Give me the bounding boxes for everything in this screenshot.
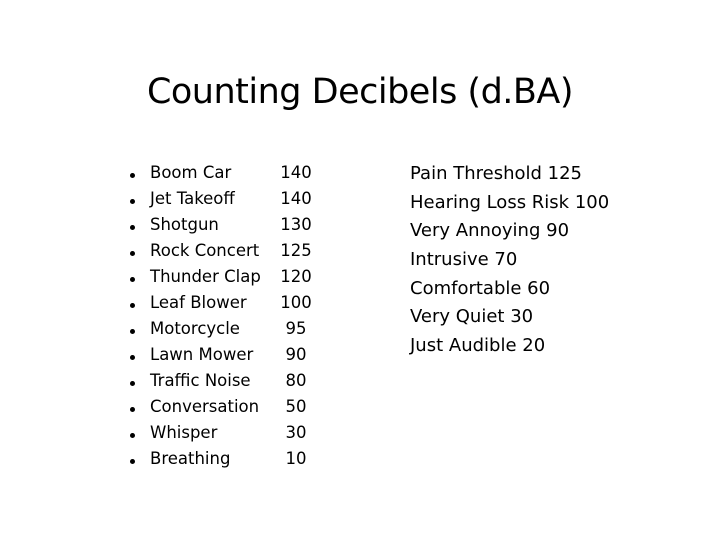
list-item — [128, 342, 348, 368]
source-name: Shotgun — [150, 215, 219, 234]
source-name: Motorcycle — [150, 319, 240, 338]
source-name: Lawn Mower — [150, 345, 254, 364]
list-item — [128, 264, 348, 290]
source-db: 90 — [285, 345, 307, 364]
source-db: 130 — [280, 215, 312, 234]
source-name: Leaf Blower — [150, 293, 247, 312]
scale-item: Hearing Loss Risk 100 — [410, 191, 610, 213]
source-name: Boom Car — [150, 163, 232, 182]
list-item — [128, 186, 348, 212]
source-name: Conversation — [150, 397, 260, 416]
source-db: 30 — [285, 423, 307, 442]
source-name: Breathing — [150, 449, 231, 468]
source-name: Whisper — [150, 423, 218, 442]
sound-source-list — [128, 160, 348, 472]
source-db: 120 — [280, 267, 312, 286]
list-item — [128, 446, 348, 472]
scale-item: Comfortable 60 — [410, 277, 551, 299]
source-db: 140 — [280, 163, 312, 182]
slide-title: Counting Decibels (d.BA) — [146, 72, 574, 112]
scale-item: Just Audible 20 — [410, 335, 546, 357]
scale-item: Very Annoying 90 — [410, 220, 570, 242]
list-item — [128, 420, 348, 446]
source-name: Jet Takeoff — [150, 189, 235, 208]
scale-item: Pain Threshold 125 — [410, 163, 582, 184]
source-db: 140 — [280, 189, 312, 208]
source-name: Rock Concert — [150, 241, 260, 260]
source-db: 100 — [280, 293, 312, 312]
source-db: 125 — [280, 241, 312, 260]
scale-item: Intrusive 70 — [410, 249, 518, 271]
list-item — [128, 160, 348, 186]
list-item — [128, 316, 348, 342]
scale-item: Very Quiet 30 — [410, 306, 534, 328]
source-name: Traffic Noise — [150, 371, 251, 390]
list-item — [128, 212, 348, 238]
list-item — [128, 290, 348, 316]
list-item — [128, 238, 348, 264]
list-item — [128, 394, 348, 420]
source-name: Thunder Clap — [150, 267, 261, 286]
source-db: 50 — [285, 397, 307, 416]
source-db: 80 — [285, 371, 307, 390]
source-db: 10 — [285, 449, 307, 468]
source-db: 95 — [285, 319, 307, 338]
list-item — [128, 368, 348, 394]
loudness-scale — [410, 160, 609, 361]
